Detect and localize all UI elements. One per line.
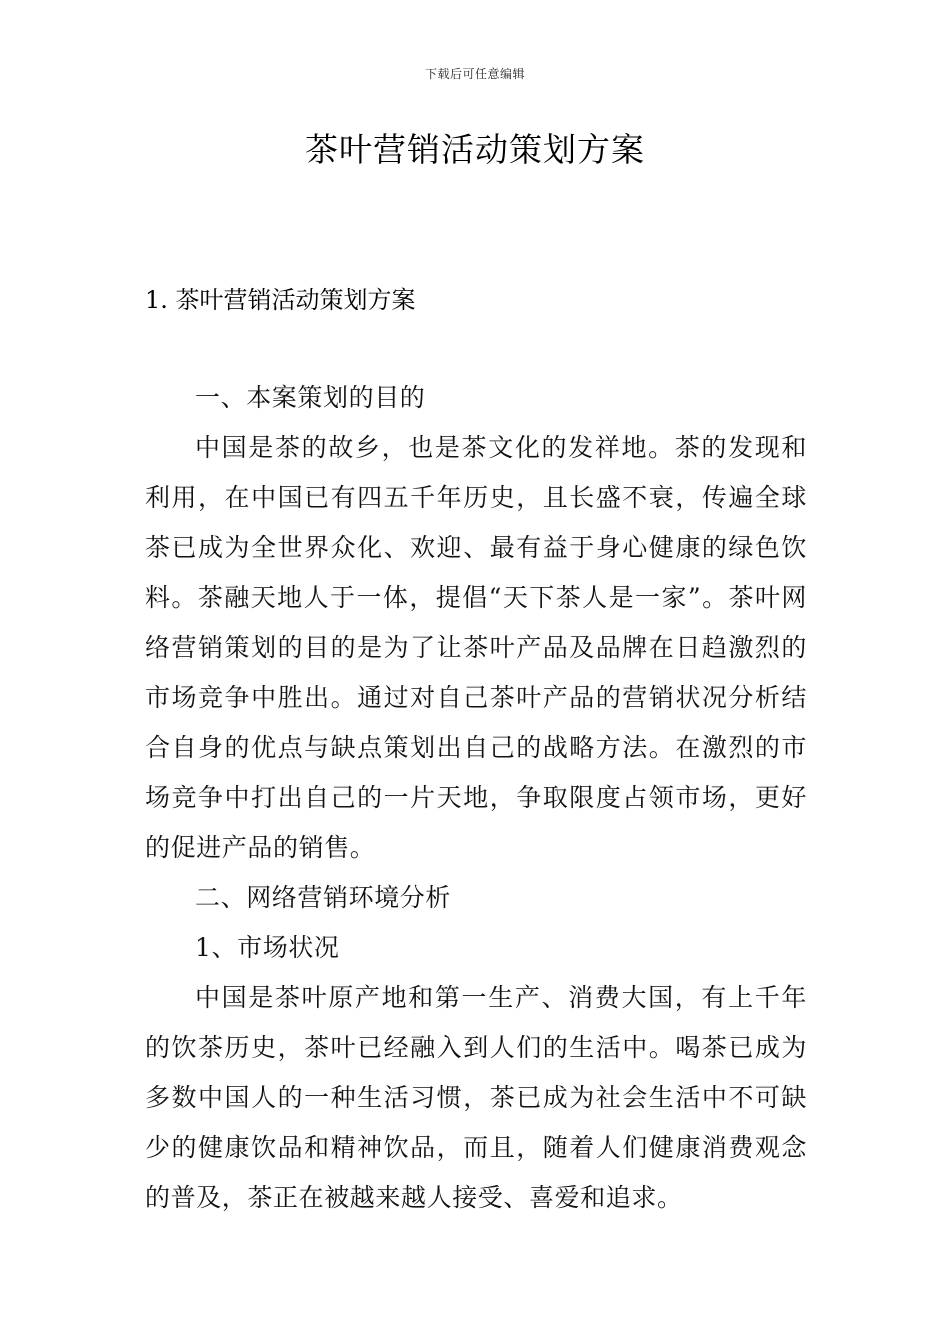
paragraph-purpose: 中国是茶的故乡，也是茶文化的发祥地。茶的发现和利用，在中国已有四五千年历史，且长盛不衰，传遍全球茶已成为全世界众化、欢迎、最有益于身心健康的绿色饮料。茶融天地人于一体，提倡“天下茶人是一家”。茶叶网络营销策划的目的是为了让茶叶产品及品牌在日趋激烈的市场竞争中胜出。通过对自己茶叶产品的营销状况分析结合自身的优点与缺点策划出自己的战略方法。在激烈的市场竞争中打出自己的一片天地，争取限度占领市场，更好的促进产品的销售。 xyxy=(145,433,807,862)
header-note: 下载后可任意编辑 xyxy=(424,67,525,81)
heading-market-status: 1、市场状况 xyxy=(195,933,340,962)
section-title: 1. 茶叶营销活动策划方案 xyxy=(145,286,416,314)
heading-environment-analysis: 二、网络营销环境分析 xyxy=(195,883,452,912)
document-title: 茶叶营销活动策划方案 xyxy=(305,130,645,169)
document-body xyxy=(145,373,807,1223)
heading-purpose: 一、本案策划的目的 xyxy=(195,383,426,412)
paragraph-market-status: 中国是茶叶原产地和第一生产、消费大国，有上千年的饮茶历史，茶叶已经融入到人们的生活中。喝茶已成为多数中国人的一种生活习惯，茶已成为社会生活中不可缺少的健康饮品和精神饮品，而且，随着人们健康消费观念的普及，茶正在被越来越人接受、喜爱和追求。 xyxy=(145,983,807,1212)
